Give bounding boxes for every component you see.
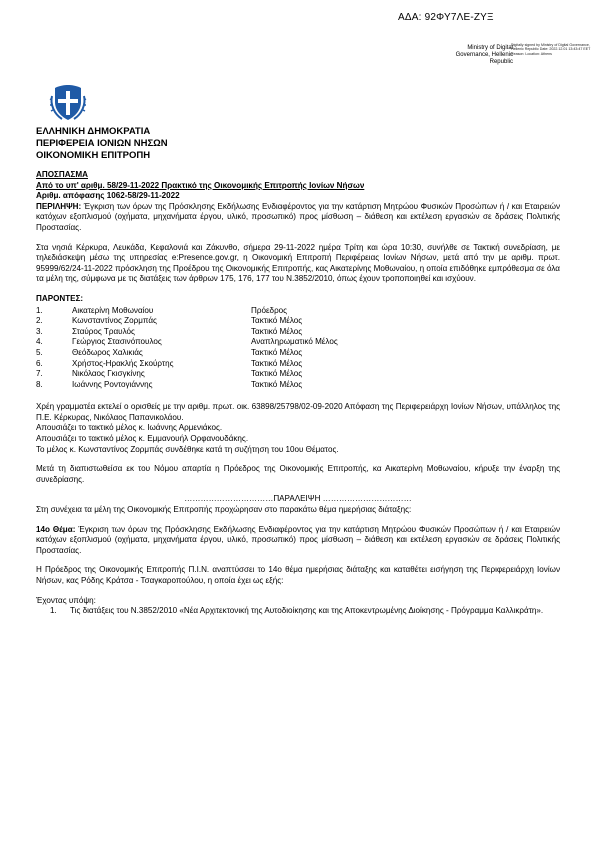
list-item: 1. Τις διατάξεις του Ν.3852/2010 «Νέα Αρχιτεκτονική της Αυτοδιοίκησης και της Αποκεντρωμένης Διοίκησης - Πρόγραμμα Καλλικράτη». xyxy=(50,606,544,616)
document-body xyxy=(36,170,560,617)
greek-emblem-icon xyxy=(48,82,88,122)
continuation-text: Στη συνέχεια τα μέλη της Οικονομικής Επιτροπής προχώρησαν στο παρακάτω θέμα ημερήσιας διάταξης: xyxy=(36,505,412,515)
omission-line: ……………………………ΠΑΡΑΛΕΙΨΗ …………………………… xyxy=(184,494,412,504)
list-item: 5. Θεόδωρος Χαλικιάς Τακτικό Μέλος xyxy=(36,347,303,357)
meeting-intro: Στα νησιά Κέρκυρα, Λευκάδα, Κεφαλονιά και Ζάκυνθο, σήμερα 29-11-2022 ημέρα Τρίτη και ώρα 10:30, συνήλθε σε Τακτική συνεδρίαση, με τηλεδιάσκεψη μέσω της υπηρεσίας e:Presence.gov.gr, η Οικονομική Επιτροπή Περιφέρειας Ιονίων Νήσων, μετά από την με αριθμ. πρωτ. 95999/62/24-11-2022 πρόσκληση της Προέδρου της Οικονομικής Επιτροπής, κας Αικατερίνης Μοθωναίου, η οποία επιδόθηκε εμπρόθεσμα σε όλα τα μέλη της, σύμφωνα με τις διατάξεις των άρθρων 175, 176, 177 του Ν.3852/2010, όπως έχουν τροποποιηθεί και ισχύουν. xyxy=(36,242,560,284)
quorum-text: Μετά τη διαπιστωθείσα εκ του Νόμου απαρτία η Πρόεδρος της Οικονομικής Επιτροπής, κα Αικατερίνη Μοθωναίου, κήρυξε την έναρξη της συνεδρίασης. xyxy=(36,464,560,484)
topic-text: Έγκριση των όρων της Πρόσκλησης Εκδήλωσης Ενδιαφέροντος για την κατάρτιση Μητρώου Φυσικών Προσώπων ή / και Εταιρειών κατόχων εξοπλισμού (οχήματα, μηχανήματα έργου, υλικό, προσωπικό) προς μίσθωση – διάθεση και εκτέλεση εργασιών σε δράσεις Πολιτικής Προστασίας. xyxy=(36,524,560,555)
issuer-country: ΕΛΛΗΝΙΚΗ ΔΗΜΟΚΡΑΤΙΑ xyxy=(36,126,151,137)
list-item: 7. Νικόλαος Γκισγκίνης Τακτικό Μέλος xyxy=(36,369,303,379)
topic xyxy=(36,525,560,557)
document-subtitle: Από το υπ' αριθμ. 58/29-11-2022 Πρακτικό της Οικονομικής Επιτροπής Ιονίων Νήσων xyxy=(36,180,365,190)
presentation-text: Η Πρόεδρος της Οικονομικής Επιτροπής Π.Ι.Ν. αναπτύσσει το 14ο θέμα ημερήσιας διάταξης και καταθέτει εισήγηση της Περιφερειάρχη Ιονίων Νήσων, κας Ρόδης Κράτσα - Τσαγκαροπούλου, η οποία έχει ως εξής: xyxy=(36,565,560,585)
absent-member-1: Απουσιάζει το τακτικό μέλος κ. Ιωάννης Αρμενιάκος. xyxy=(36,423,223,433)
list-item: 3. Σταύρος Τραυλός Τακτικό Μέλος xyxy=(36,326,303,336)
summary xyxy=(36,202,560,234)
digital-signature-details: Digitally signed by Ministry of Digital Governance, Hellenic Republic Date: 2022.12.01 13:43:47 EET Reason: Location: Athens xyxy=(511,43,591,56)
secretary-text: Χρέη γραμματέα εκτελεί ο ορισθείς με την αριθμ. πρωτ. οικ. 63898/25798/02-09-2020 Απόφαση της Περιφερειάρχη Ιονίων Νήσων, υπάλληλος της Π.Ε. Κέρκυρας, Νικόλαος Παπανικολάου. xyxy=(36,402,560,422)
list-item: 2. Κωνσταντίνος Ζορμπάς Τακτικό Μέλος xyxy=(36,316,303,326)
list-item: 1. Αικατερίνη Μοθωναίου Πρόεδρος xyxy=(36,305,288,315)
document-title: ΑΠΟΣΠΑΣΜΑ xyxy=(36,170,88,179)
summary-label: ΠΕΡΙΛΗΨΗ: xyxy=(36,201,82,211)
list-item: 4. Γεώργιος Στασινόπουλος Αναπληρωματικό Μέλος xyxy=(36,337,338,347)
issuer-committee: ΟΙΚΟΝΟΜΙΚΗ ΕΠΙΤΡΟΠΗ xyxy=(36,150,151,161)
present-label: ΠΑΡΟΝΤΕΣ: xyxy=(36,293,84,303)
decision-number: Αριθμ. απόφασης 1062-58/29-11-2022 xyxy=(36,191,180,201)
issuer-block xyxy=(36,126,168,162)
members-list xyxy=(36,306,560,391)
considering-label: Έχοντας υπόψη: xyxy=(36,595,96,605)
summary-text: Έγκριση των όρων της Πρόσκλησης Εκδήλωσης Ενδιαφέροντος για την κατάρτιση Μητρώου Φυσικών Προσώπων ή / και Εταιρειών κατόχων εξοπλισμού (οχήματα, μηχανήματα έργου, υλικό, προσωπικό) προς μίσθωση – διάθεση και εκτέλεση εργασιών σε δράσεις Πολιτικής Προστασίας. xyxy=(36,201,560,232)
issuer-region: ΠΕΡΙΦΕΡΕΙΑ ΙΟΝΙΩΝ ΝΗΣΩΝ xyxy=(36,138,168,149)
list-item: 8. Ιωάννης Ροντογιάννης Τακτικό Μέλος xyxy=(36,379,303,389)
digital-signature-name: Ministry of Digital Governance, Hellenic Republic xyxy=(455,45,513,65)
late-member: Το μέλος κ. Κωνσταντίνος Ζορμπάς συνδέθηκε κατά τη συζήτηση του 10ου Θέματος. xyxy=(36,444,339,454)
absent-member-2: Απουσιάζει το τακτικό μέλος κ. Εμμανουήλ Ορφανουδάκης. xyxy=(36,434,249,444)
topic-label: 14ο Θέμα: xyxy=(36,524,76,534)
list-item: 6. Χρήστος-Ηρακλής Σκούρτης Τακτικό Μέλος xyxy=(36,358,303,368)
ada-code: ΑΔΑ: 92ΦΥ7ΛΕ-ΖΥΞ xyxy=(398,12,494,23)
